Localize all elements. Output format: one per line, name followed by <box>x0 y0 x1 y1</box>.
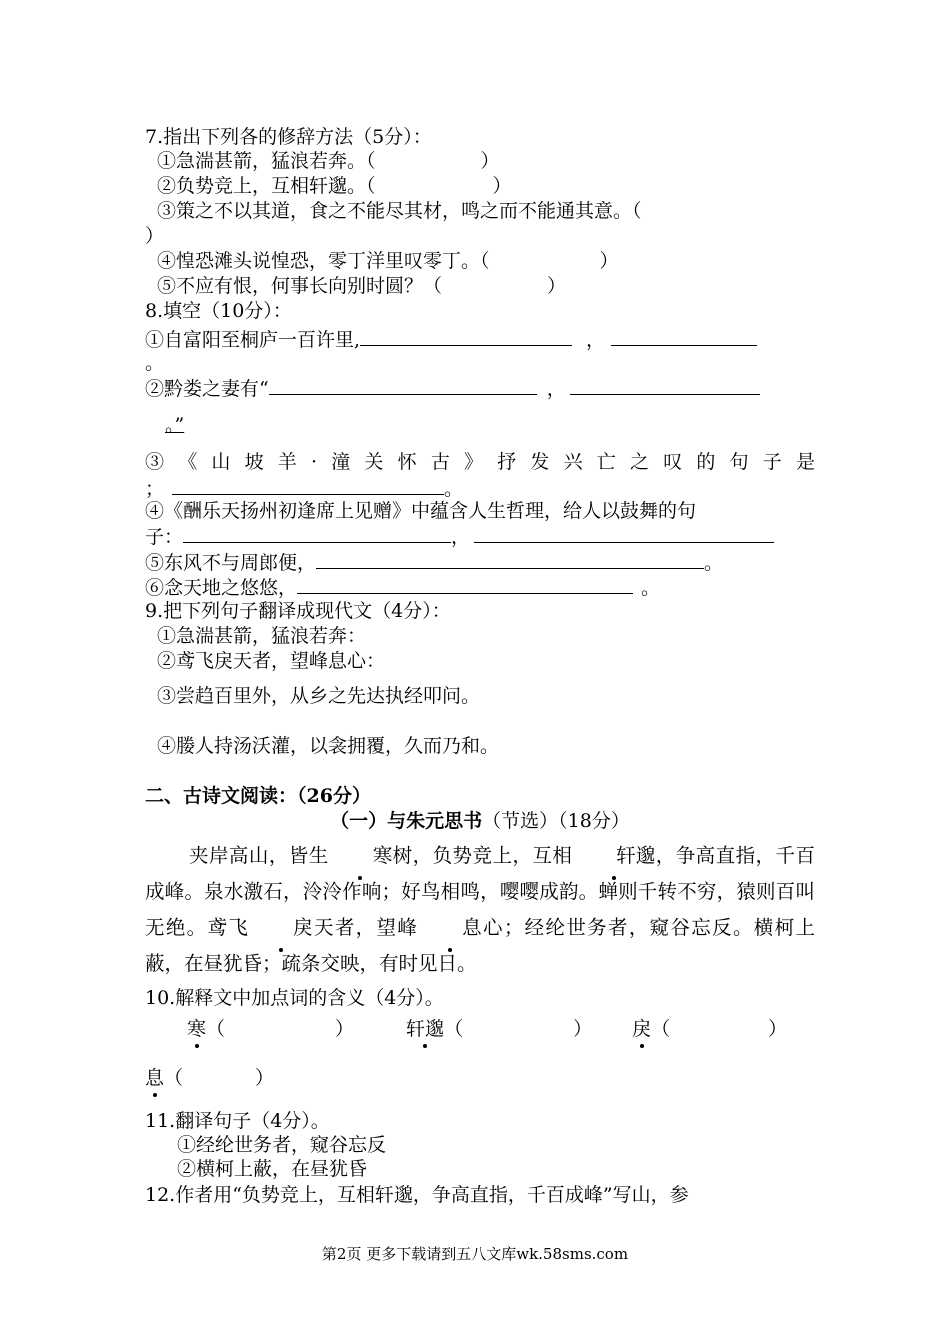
q8-line-4: ④《酬乐天扬州初逢席上见赠》中蕴含人生哲理，给人以鼓舞的句 <box>145 500 697 522</box>
q10-word-row-2: 息（ ） <box>145 1067 275 1089</box>
section-2-subtitle: （一）与朱元思书（节选）（18分） <box>330 810 630 832</box>
answer-blank[interactable] <box>360 325 572 346</box>
q8-line-1-end: 。 <box>145 352 165 374</box>
q9-item-2: ②鸢飞戾天者，望峰息心： <box>157 650 386 672</box>
page-footer: 第2页 更多下载请到五八文库wk.58sms.com <box>321 1245 629 1263</box>
q9-item-4: ④媵人持汤沃灌，以衾拥覆，久而乃和。 <box>157 735 500 757</box>
q8-line-2: ②黔娄之妻有“ ， <box>145 374 815 402</box>
answer-blank[interactable] <box>570 374 760 395</box>
q7-item-1: ①急湍甚箭，猛浪若奔。（ ） <box>157 150 500 172</box>
q10-title: 10.解释文中加点词的含义（4分）。 <box>145 987 444 1009</box>
q8-title: 8.填空（10分）： <box>145 300 292 322</box>
answer-blank[interactable] <box>269 374 537 395</box>
answer-blank[interactable] <box>183 522 451 543</box>
answer-blank[interactable] <box>297 573 633 594</box>
q9-title: 9.把下列句子翻译成现代文（4分）： <box>145 600 451 622</box>
q12-title: 12.作者用“负势竞上，互相轩邈，争高直指，千百成峰”写山，参 <box>145 1184 689 1206</box>
q8-line-1: ①自富阳至桐庐一百许里, ， <box>145 325 815 353</box>
q9-item-3: ③尝趋百里外，从乡之先达执经叩问。 <box>157 685 481 707</box>
q7-item-5: ⑤不应有恨，何事长向别时圆？（ ） <box>157 275 567 297</box>
q8-line-6: ⑥念天地之悠悠， 。 <box>145 573 815 601</box>
q9-item-1: ①急湍甚箭，猛浪若奔： <box>157 625 367 647</box>
q7-item-2: ②负势竞上，互相轩邈。（ ） <box>157 175 512 197</box>
q8-line-2-end: 。” <box>145 412 815 438</box>
q7-item-3: ③策之不以其道，食之不能尽其材，鸣之而不能通其意。（ <box>157 200 642 222</box>
q11-title: 11.翻译句子（4分）。 <box>145 1110 330 1132</box>
answer-blank[interactable] <box>316 548 704 569</box>
q10-word-row: 寒（ ） 轩邈（ ） 戾（ ） <box>187 1018 788 1040</box>
q11-item-1: ①经纶世务者，窥谷忘反 <box>177 1134 387 1156</box>
q7-title: 7.指出下列各的修辞方法（5分）： <box>145 126 432 148</box>
q8-line-3b: ； 。 <box>145 474 815 502</box>
q7-item-3-close: ） <box>145 225 165 247</box>
q8-line-4b: 子： ， <box>145 522 815 550</box>
answer-blank[interactable] <box>611 325 757 346</box>
answer-blank[interactable] <box>474 522 774 543</box>
answer-blank[interactable] <box>172 474 444 495</box>
section-2-title: 二、古诗文阅读：（26分） <box>145 785 371 807</box>
q8-line-5: ⑤东风不与周郎便， 。 <box>145 548 815 576</box>
q8-line-3: ③《山坡羊·潼关怀古》抒发兴亡之叹的句子是 <box>145 451 815 473</box>
q11-item-2: ②横柯上蔽，在昼犹昏 <box>177 1158 368 1180</box>
q7-item-4: ④惶恐滩头说惶恐，零丁洋里叹零丁。（ ） <box>157 250 619 272</box>
answer-blank[interactable] <box>145 413 165 431</box>
passage-paragraph: 夹岸高山，皆生 寒树，负势竞上，互相 轩邈，争高直指，千百成峰。泉水激石，泠泠作响；好鸟相鸣，嘤嘤成韵。蝉则千转不穷，猿则百叫无绝。鸢飞 戾天者，望峰 息心；经纶世务者，窥谷忘反。横柯上蔽，在昼犹昏；疏条交映，有时见日。 <box>145 838 815 982</box>
